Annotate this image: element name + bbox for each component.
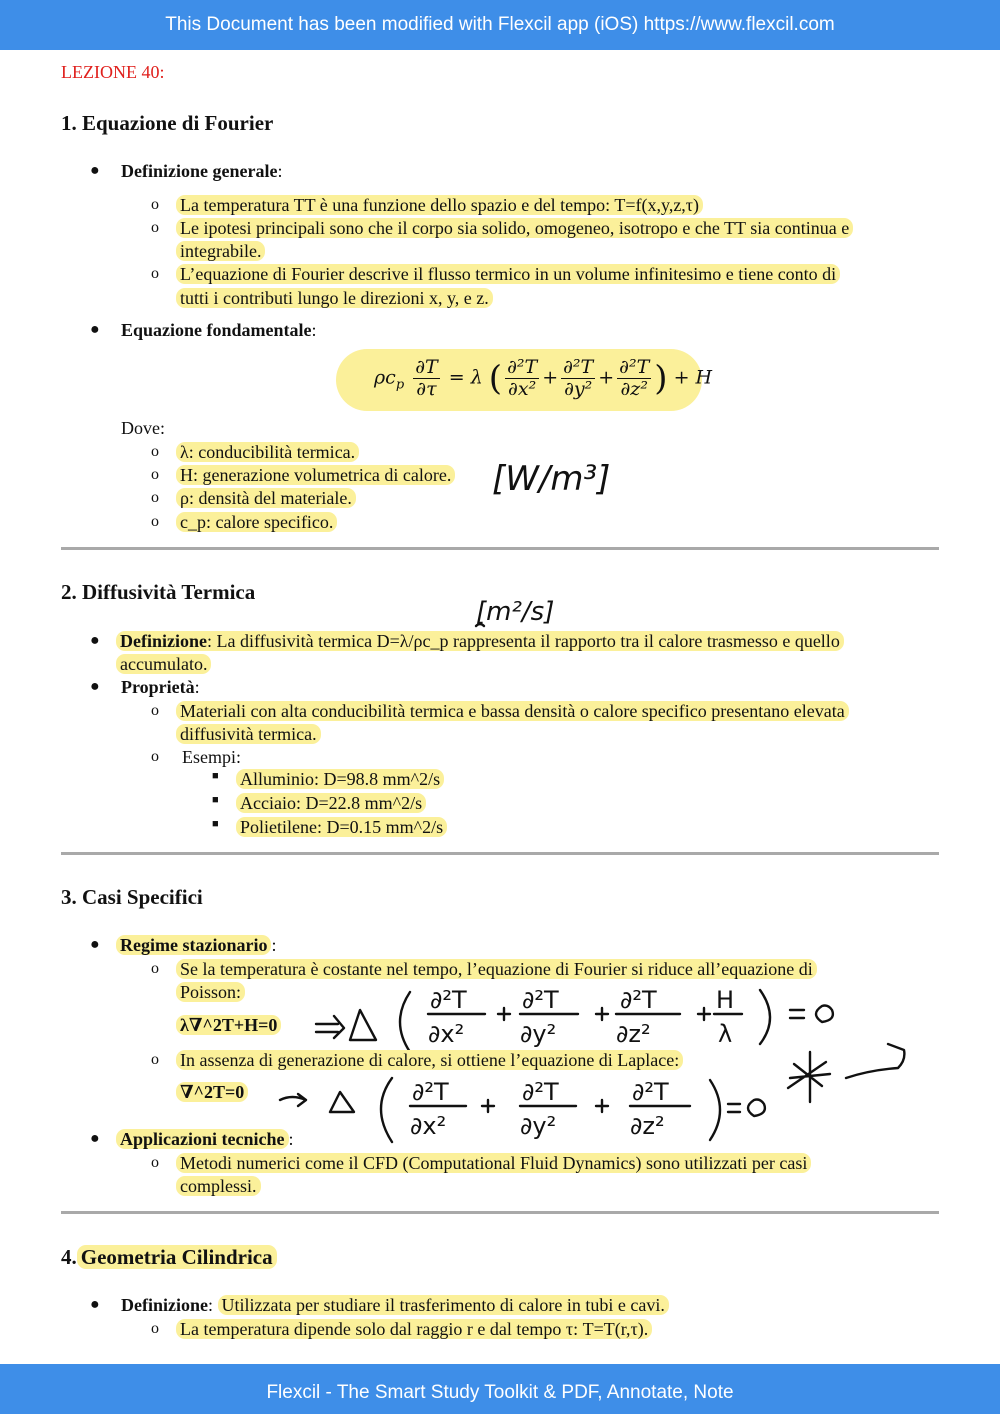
laplace-equation: ∇^2T=0 [176, 1081, 248, 1104]
def-item-1: La temperatura TT è una funzione dello spazio e del tempo: T=f(x,y,z,τ) [176, 194, 703, 217]
handwritten-poisson-expansion [310, 980, 850, 1055]
fourier-equation: $\rho c_p$ $\frac{\partial T}{\partial\tau}$ = λ ( $\frac{\text{∂²T}}{\text{∂x²}}$ + $\frac{\text{∂²T}}{\text{∂y²}}$ + $\frac{\text{∂²T}}{\text{∂z²}}$ ) + H [336, 349, 702, 411]
example-item: Polietilene: D=0.15 mm^2/s [236, 816, 447, 839]
bullet-icon: ● [90, 936, 100, 953]
top-banner: This Document has been modified with Flexcil app (iOS) https://www.flexcil.com [0, 0, 1000, 50]
def-item-3-cont: tutti i contributi lungo le direzioni x, y, e z. [176, 287, 493, 310]
section-divider [61, 547, 939, 550]
svg-text:H: H [716, 986, 735, 1014]
laplace-item: In assenza di generazione di calore, si ottiene l’equazione di Laplace: [176, 1049, 683, 1072]
circle-bullet-icon: o [151, 1320, 159, 1337]
dove-item-h: H: generazione volumetrica di calore. [176, 464, 455, 487]
circle-bullet-icon: o [151, 466, 159, 483]
svg-text:∂²T: ∂²T [632, 1078, 669, 1106]
svg-text:∂²T: ∂²T [412, 1078, 449, 1106]
handwritten-unit-h [490, 452, 640, 502]
circle-bullet-icon: o [151, 219, 159, 236]
bullet-icon: ● [90, 162, 100, 179]
dove-label: Dove: [121, 418, 165, 438]
diff-definition: Definizione: La diffusività termica D=λ/ρc_p rappresenta il rapporto tra il calore trasmesso e quello [116, 630, 844, 653]
eq-fundamental: Equazione fondamentale: [121, 320, 317, 340]
handwritten-unit-d [470, 592, 580, 632]
bottom-banner: Flexcil - The Smart Study Toolkit & PDF, Annotate, Note [0, 1364, 1000, 1414]
circle-bullet-icon: o [151, 702, 159, 719]
svg-text:∂x²: ∂x² [410, 1112, 447, 1140]
example-item: Alluminio: D=98.8 mm^2/s [236, 768, 444, 791]
bullet-icon: ● [90, 1130, 100, 1147]
app-item-cont: complessi. [176, 1175, 261, 1198]
svg-text:∂²T: ∂²T [430, 986, 467, 1014]
circle-bullet-icon: o [151, 748, 159, 765]
dove-item-rho: ρ: densità del materiale. [176, 487, 356, 510]
section-divider [61, 852, 939, 855]
bullet-icon: ● [90, 632, 100, 649]
examples-label: Esempi: [182, 747, 241, 767]
def-item-3: L’equazione di Fourier descrive il flusso termico in un volume infinitesimo e tiene conto di [176, 263, 840, 286]
svg-text:∂²T: ∂²T [522, 1078, 559, 1106]
circle-bullet-icon: o [151, 513, 159, 530]
lesson-heading: LEZIONE 40: [61, 62, 165, 82]
handwritten-star-arrow [780, 1038, 920, 1108]
svg-text:∂²T: ∂²T [620, 986, 657, 1014]
svg-text:∂x²: ∂x² [428, 1020, 465, 1048]
def-general: Definizione generale: [121, 161, 283, 181]
square-bullet-icon: ■ [212, 770, 219, 782]
tech-applications: Applicazioni tecniche : [116, 1128, 294, 1151]
svg-text:[m²/s]: [m²/s] [476, 597, 555, 627]
poisson-equation: λ∇^2T+H=0 [176, 1014, 281, 1037]
def-item-2-cont: integrabile. [176, 240, 265, 263]
cyl-item: La temperatura dipende solo dal raggio r e dal tempo τ: T=T(r,τ). [176, 1318, 652, 1341]
example-item: Acciaio: D=22.8 mm^2/s [236, 792, 426, 815]
svg-text:∂z²: ∂z² [616, 1020, 651, 1048]
circle-bullet-icon: o [151, 196, 159, 213]
bullet-icon: ● [90, 321, 100, 338]
section-3-title: 3. Casi Specifici [61, 885, 203, 909]
diff-definition-cont: accumulato. [116, 653, 211, 676]
circle-bullet-icon: o [151, 489, 159, 506]
section-2-title: 2. Diffusività Termica [61, 580, 256, 604]
svg-text:∂y²: ∂y² [520, 1020, 557, 1048]
diff-properties: Proprietà: [121, 677, 200, 697]
bullet-icon: ● [90, 678, 100, 695]
svg-text:∂z²: ∂z² [630, 1112, 665, 1140]
steady-item: Se la temperatura è costante nel tempo, l’equazione di Fourier si riduce all’equazione di [176, 958, 817, 981]
square-bullet-icon: ■ [212, 794, 219, 806]
svg-text:λ: λ [718, 1020, 733, 1048]
square-bullet-icon: ■ [212, 818, 219, 830]
svg-text:∂²T: ∂²T [522, 986, 559, 1014]
steady-state: Regime stazionario : [116, 934, 276, 957]
svg-text:∂y²: ∂y² [520, 1112, 557, 1140]
circle-bullet-icon: o [151, 265, 159, 282]
app-item: Metodi numerici come il CFD (Computational Fluid Dynamics) sono utilizzati per casi [176, 1152, 811, 1175]
dove-item-lambda: λ: conducibilità termica. [176, 441, 359, 464]
cyl-definition: Definizione: Utilizzata per studiare il trasferimento di calore in tubi e cavi. [121, 1294, 669, 1317]
def-item-2: Le ipotesi principali sono che il corpo sia solido, omogeneo, isotropo e che TT sia continua e [176, 217, 853, 240]
section-4-title: 4. Geometria Cilindrica [61, 1244, 277, 1270]
circle-bullet-icon: o [151, 960, 159, 977]
section-divider [61, 1211, 939, 1214]
prop-item-cont: diffusività termica. [176, 723, 321, 746]
section-1-title: 1. Equazione di Fourier [61, 111, 274, 135]
circle-bullet-icon: o [151, 1051, 159, 1068]
steady-item-cont: Poisson: [176, 981, 245, 1004]
bullet-icon: ● [90, 1296, 100, 1313]
circle-bullet-icon: o [151, 1154, 159, 1171]
circle-bullet-icon: o [151, 443, 159, 460]
svg-text:[W/m³]: [W/m³] [492, 459, 611, 499]
handwritten-laplace-expansion [270, 1070, 790, 1150]
prop-item: Materiali con alta conducibilità termica e bassa densità o calore specifico presentano elevata [176, 700, 849, 723]
dove-item-cp: c_p: calore specifico. [176, 511, 337, 534]
